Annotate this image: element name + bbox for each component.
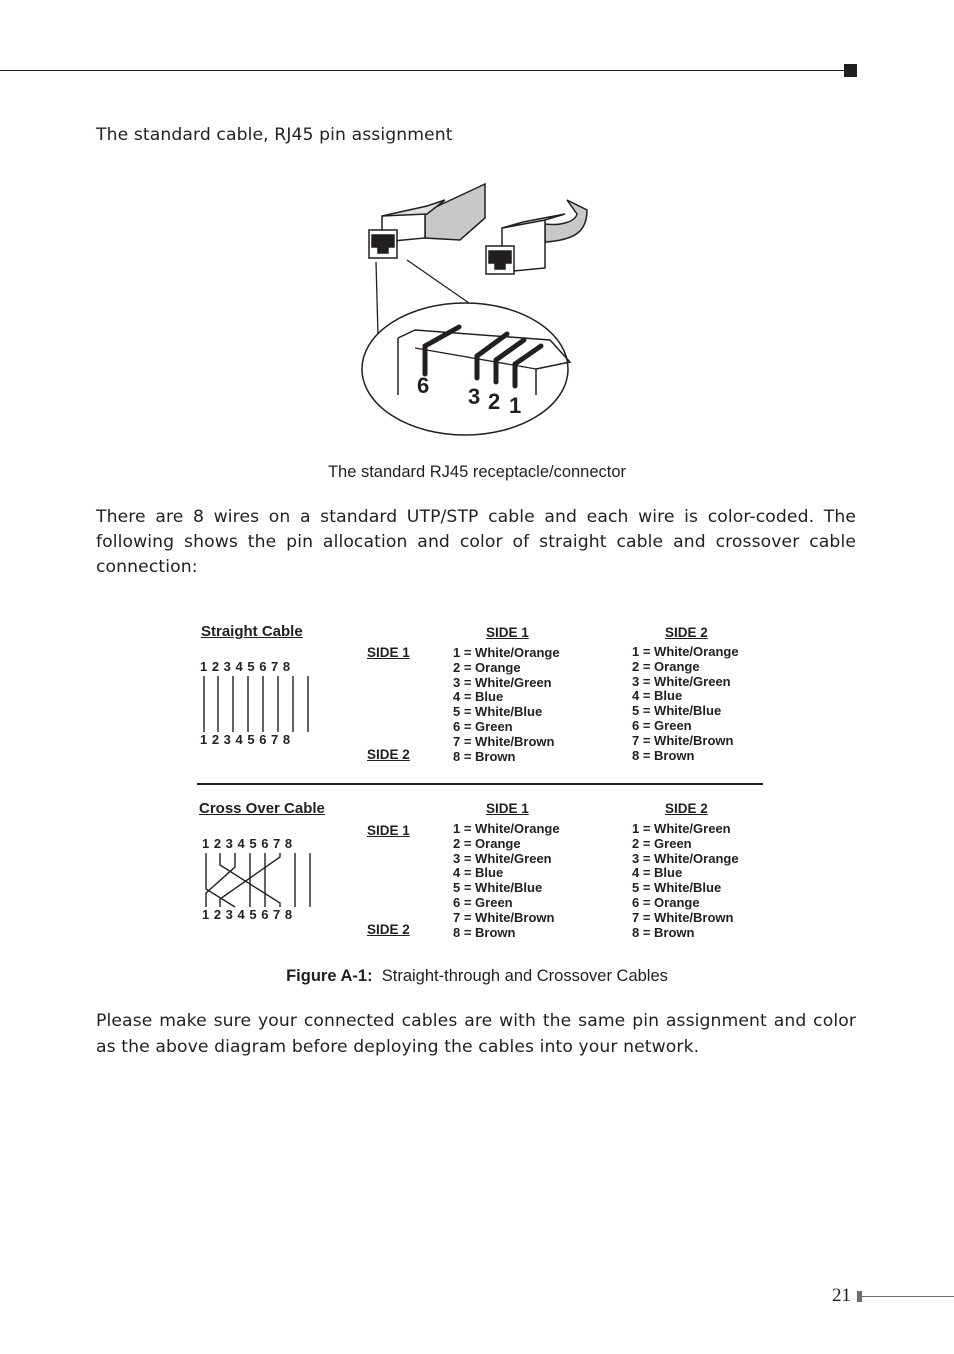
crossover-bottom-pin-numbers: 1 2 3 4 5 6 7 8 [202, 907, 293, 922]
pin-label-1: 1 [509, 393, 522, 418]
header-rule [0, 70, 848, 71]
left-plug [369, 184, 485, 258]
crossover-col1-header: SIDE 1 [486, 801, 529, 816]
crossover-side1-wire-list: 1 = White/Orange 2 = Orange 3 = White/Green 4 = Blue 5 = White/Blue 6 = Green 7 = White/Brown 8 = Brown [453, 821, 560, 940]
crossover-wiring-diagram [198, 851, 324, 909]
straight-side2-wire-list: 1 = White/Orange 2 = Orange 3 = White/Green 4 = Blue 5 = White/Blue 6 = Green 7 = White/Brown 8 = Brown [632, 644, 739, 763]
paragraph-closing: Please make sure your connected cables are with the same pin assignment and color as the above diagram before deploying the cables into your network. [96, 1011, 856, 1057]
crossover-side1-label: SIDE 1 [367, 823, 410, 838]
crossover-col2-header: SIDE 2 [665, 801, 708, 816]
straight-cable-title: Straight Cable [201, 623, 303, 640]
paragraph-wires: There are 8 wires on a standard UTP/STP cable and each wire is color-coded. The following shows the pin allocation and color of straight cable and crossover cable connection: [96, 507, 856, 577]
straight-side2-label: SIDE 2 [367, 747, 410, 762]
straight-col2-header: SIDE 2 [665, 625, 708, 640]
right-plug [486, 200, 587, 274]
pin-label-6: 6 [417, 373, 430, 398]
figure2-caption-text: Straight-through and Crossover Cables [381, 967, 668, 985]
straight-wiring-diagram [196, 674, 322, 734]
crossover-side2-wire-list: 1 = White/Green 2 = Green 3 = White/Orange 4 = Blue 5 = White/Blue 6 = Orange 7 = White/Brown 8 = Brown [632, 821, 739, 940]
intro-text: The standard cable, RJ45 pin assignment [96, 125, 453, 145]
straight-side1-label: SIDE 1 [367, 645, 410, 660]
figure2-label: Figure A-1: [286, 967, 373, 985]
pin-label-2: 2 [488, 389, 501, 414]
pin-label-3: 3 [468, 384, 481, 409]
header-square-marker [844, 64, 857, 77]
straight-side1-wire-list: 1 = White/Orange 2 = Orange 3 = White/Green 4 = Blue 5 = White/Blue 6 = Green 7 = White/Brown 8 = Brown [453, 645, 560, 764]
straight-top-pin-numbers: 1 2 3 4 5 6 7 8 [200, 659, 291, 674]
straight-bottom-pin-numbers: 1 2 3 4 5 6 7 8 [200, 732, 291, 747]
crossover-cable-title: Cross Over Cable [199, 800, 325, 817]
figure1-caption: The standard RJ45 receptacle/connector [327, 463, 627, 481]
crossover-top-pin-numbers: 1 2 3 4 5 6 7 8 [202, 836, 293, 851]
rj45-connector-illustration [355, 180, 605, 442]
section-divider [197, 783, 763, 785]
crossover-side2-label: SIDE 2 [367, 922, 410, 937]
straight-col1-header: SIDE 1 [486, 625, 529, 640]
footer-rule [862, 1296, 954, 1297]
page-number: 21 [832, 1285, 851, 1306]
figure2-caption [0, 967, 954, 986]
